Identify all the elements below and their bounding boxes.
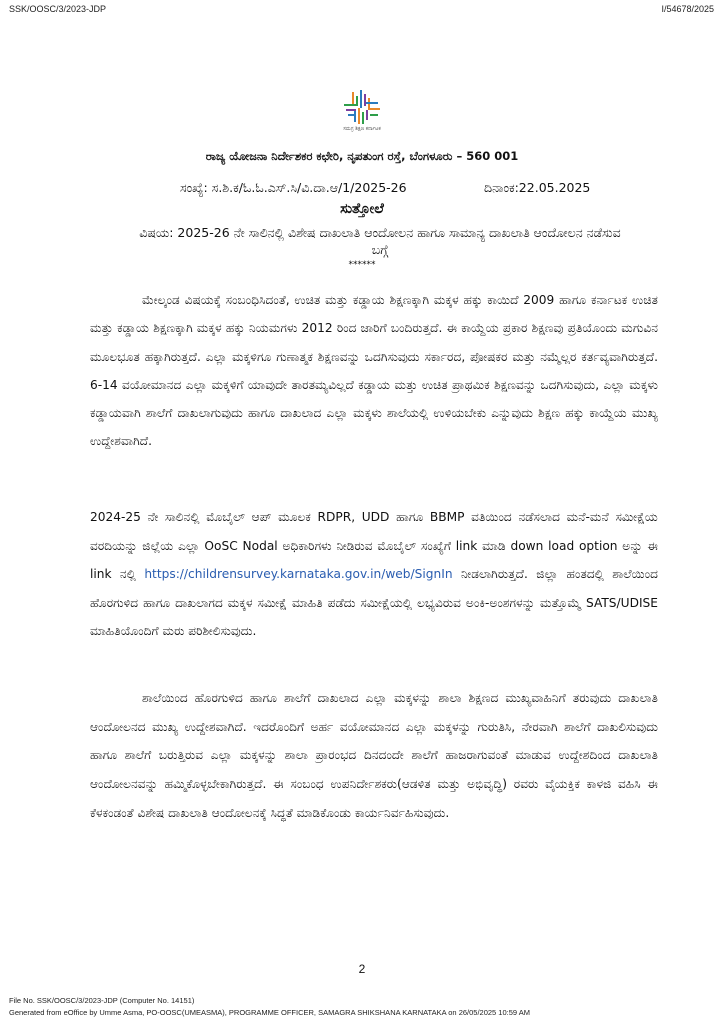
logo-bar (358, 108, 360, 124)
logo-bar (370, 114, 378, 116)
reference-number: ಸಂಖ್ಯೆ: ಸ.ಶಿ.ಕ/ಓ.ಓ.ಎಸ್.ಸಿ/ವಿ.ದಾ.ಆ/1/2025-26 (180, 180, 407, 195)
page-number: 2 (358, 962, 366, 976)
separator: ****** (348, 260, 376, 270)
logo-bar (344, 104, 358, 106)
subject-line: ವಿಷಯ: 2025-26 ನೇ ಸಾಲಿನಲ್ಲಿ ವಿಶೇಷ ದಾಖಲಾತಿ ಆಂದೋಲನ ಹಾಗೂ ಸಾಮಾನ್ಯ ದಾಖಲಾತಿ ಆಂದೋಲನ ನಡೆಸುವ ಬಗ್ಗೆ (139, 225, 621, 257)
logo-bar (360, 90, 362, 108)
logo-bar (362, 112, 364, 124)
logo-bar (348, 114, 356, 116)
logo-bar (368, 108, 380, 110)
footer-generated-info: Generated from eOffice by Umme Asma, PO-OOSC(UMEASMA), PROGRAMME OFFICER, SAMAGRA SHIKSHANA KARNATAKA on 26/05/2025 10:59 AM (9, 1008, 530, 1017)
survey-link[interactable]: https://childrensurvey.karnataka.gov.in/web/SignIn (144, 567, 453, 581)
file-reference: SSK/OOSC/3/2023-JDP (9, 4, 107, 14)
paragraph-2-rest: ನೀಡಲಾಗಿರುತ್ತದೆ. ಜಿಲ್ಲಾ ಹಂತದಲ್ಲಿ ಶಾಲೆಯಿಂದ ಹೊರಗುಳಿದ ಹಾಗೂ ದಾಖಲಾಗದ ಮಕ್ಕಳ ಸಮೀಕ್ಷೆ ಮಾಹಿತಿ ಪಡೆದು ಸಮೀಕ್ಷೆಯಲ್ಲಿ ಲಭ್ಯವಿರುವ ಅಂಕಿ-ಅಂಶಗಳನ್ನು ಮತ್ತೊಮ್ಮೆ SATS/UDISE ಮಾಹಿತಿಯೊಂದಿಗೆ ಮರು ಪರಿಶೀಲಿಸುವುದು. (90, 567, 659, 638)
circular-title: ಸುತ್ತೋಲೆ (340, 201, 384, 217)
logo-bar (352, 92, 354, 106)
footer-file-info: File No. SSK/OOSC/3/2023-JDP (Computer No. 14151) (9, 996, 195, 1005)
office-address: ರಾಜ್ಯ ಯೋಜನಾ ನಿರ್ದೇಶಕರ ಕಛೇರಿ, ನೃಪತುಂಗ ರಸ್ತೆ, ಬೆಂಗಳೂರು – 560 001 (205, 149, 519, 163)
samagra-shikshana-logo-icon (340, 90, 384, 126)
paragraph-2 (90, 503, 658, 646)
reference-date: ದಿನಾಂಕ:22.05.2025 (484, 180, 591, 195)
paragraph-1: ಮೇಲ್ಕಂಡ ವಿಷಯಕ್ಕೆ ಸಂಬಂಧಿಸಿದಂತೆ, ಉಚಿತ ಮತ್ತು ಕಡ್ಡಾಯ ಶಿಕ್ಷಣಕ್ಕಾಗಿ ಮಕ್ಕಳ ಹಕ್ಕು ಕಾಯಿದೆ 2009 ಹಾಗೂ ಕರ್ನಾಟಕ ಉಚಿತ ಮತ್ತು ಕಡ್ಡಾಯ ಶಿಕ್ಷಣಕ್ಕಾಗಿ ಮಕ್ಕಳ ಹಕ್ಕು ನಿಯಮಗಳು 2012 ರಿಂದ ಜಾರಿಗೆ ಬಂದಿರುತ್ತದೆ. ಈ ಕಾಯ್ದೆಯ ಪ್ರಕಾರ ಶಿಕ್ಷಣವು ಪ್ರತಿಯೊಂದು ಮಗುವಿನ ಮೂಲಭೂತ ಹಕ್ಕಾಗಿರುತ್ತದೆ. ಎಲ್ಲಾ ಮಕ್ಕಳಿಗೂ ಗುಣಾತ್ಮಕ ಶಿಕ್ಷಣವನ್ನು ಒದಗಿಸುವುದು ಸರ್ಕಾರದ, ಪೋಷಕರ ಮತ್ತು ನಮ್ಮೆಲ್ಲರ ಕರ್ತವ್ಯವಾಗಿರುತ್ತದೆ. 6-14 ವಯೋಮಾನದ ಎಲ್ಲಾ ಮಕ್ಕಳಿಗೆ ಯಾವುದೇ ತಾರತಮ್ಯವಿಲ್ಲದೆ ಕಡ್ಡಾಯ ಮತ್ತು ಉಚಿತ ಪ್ರಾಥಮಿಕ ಶಿಕ್ಷಣವನ್ನು ಒದಗಿಸುವುದು, ಎಲ್ಲಾ ಮಕ್ಕಳು ಕಡ್ಡಾಯವಾಗಿ ಶಾಲೆಗೆ ದಾಖಲಾಗುವುದು ಹಾಗೂ ದಾಖಲಾದ ಎಲ್ಲಾ ಮಕ್ಕಳು ಶಾಲೆಯಲ್ಲಿ ಉಳಿಯಬೇಕು ಎನ್ನುವುದು ಶಿಕ್ಷಣ ಹಕ್ಕು ಕಾಯ್ದೆಯ ಮುಖ್ಯ ಉದ್ದೇಶವಾಗಿದೆ. (90, 293, 658, 449)
logo-bar (366, 110, 368, 120)
logo-bar (364, 94, 366, 106)
logo-bar (366, 102, 378, 104)
paragraph-3: ಶಾಲೆಯಿಂದ ಹೊರಗುಳಿದ ಹಾಗೂ ಶಾಲೆಗೆ ದಾಖಲಾದ ಎಲ್ಲಾ ಮಕ್ಕಳನ್ನು ಶಾಲಾ ಶಿಕ್ಷಣದ ಮುಖ್ಯವಾಹಿನಿಗೆ ತರುವುದು ದಾಖಲಾತಿ ಆಂದೋಲನದ ಮುಖ್ಯ ಉದ್ದೇಶವಾಗಿದೆ. ಇದರೊಂದಿಗೆ ಅರ್ಹ ವಯೋಮಾನದ ಎಲ್ಲಾ ಮಕ್ಕಳನ್ನು ಗುರುತಿಸಿ, ನೇರವಾಗಿ ಶಾಲೆಗೆ ದಾಖಲಿಸುವುದು ಹಾಗೂ ಶಾಲೆಗೆ ಬರುತ್ತಿರುವ ಎಲ್ಲಾ ಮಕ್ಕಳನ್ನು ಶಾಲಾ ಪ್ರಾರಂಭದ ದಿನದಂದೇ ಶಾಲೆಗೆ ಹಾಜರಾಗುವಂತೆ ಮಾಡುವ ಉದ್ದೇಶದಿಂದ ದಾಖಲಾತಿ ಆಂದೋಲನವನ್ನು ಹಮ್ಮಿಕೊಳ್ಳಬೇಕಾಗಿರುತ್ತದೆ. ಈ ಸಂಬಂಧ ಉಪನಿರ್ದೇಶಕರು(ಆಡಳಿತ ಮತ್ತು ಅಭಿವೃದ್ಧಿ) ರವರು ವೈಯಕ್ತಿಕ ಕಾಳಜಿ ವಹಿಸಿ ಈ ಕೆಳಕಂಡಂತೆ ವಿಶೇಷ ದಾಖಲಾತಿ ಆಂದೋಲನಕ್ಕೆ ಸಿದ್ಧತೆ ಮಾಡಿಕೊಂಡು ಕಾರ್ಯನಿರ್ವಹಿಸುವುದು. (90, 691, 658, 820)
logo-caption: ಸಮಗ್ರ ಶಿಕ್ಷಣ ಕರ್ನಾಟಕ (343, 126, 381, 132)
document-id: I/54678/2025 (661, 4, 714, 14)
logo-bar (346, 109, 356, 111)
paragraph-2-intro: 2024-25 ನೇ ಸಾಲಿನಲ್ಲಿ ಮೊಬೈಲ್ ಆಪ್ ಮೂಲಕ RDPR, UDD ಹಾಗೂ BBMP ವತಿಯಿಂದ ನಡೆಸಲಾದ ಮನೆ-ಮನೆ ಸಮೀಕ್ಷೆಯ ವರದಿಯನ್ನು ಜಿಲ್ಲೆಯ ಎಲ್ಲಾ OoSC Nodal ಅಧಿಕಾರಿಗಳು ನೀಡಿರುವ ಮೊಬೈಲ್ ಸಂಖ್ಯೆಗೆ link ಮಾಡಿ down load option ಅನ್ನು ಈ link ನಲ್ಲಿ (90, 510, 658, 581)
